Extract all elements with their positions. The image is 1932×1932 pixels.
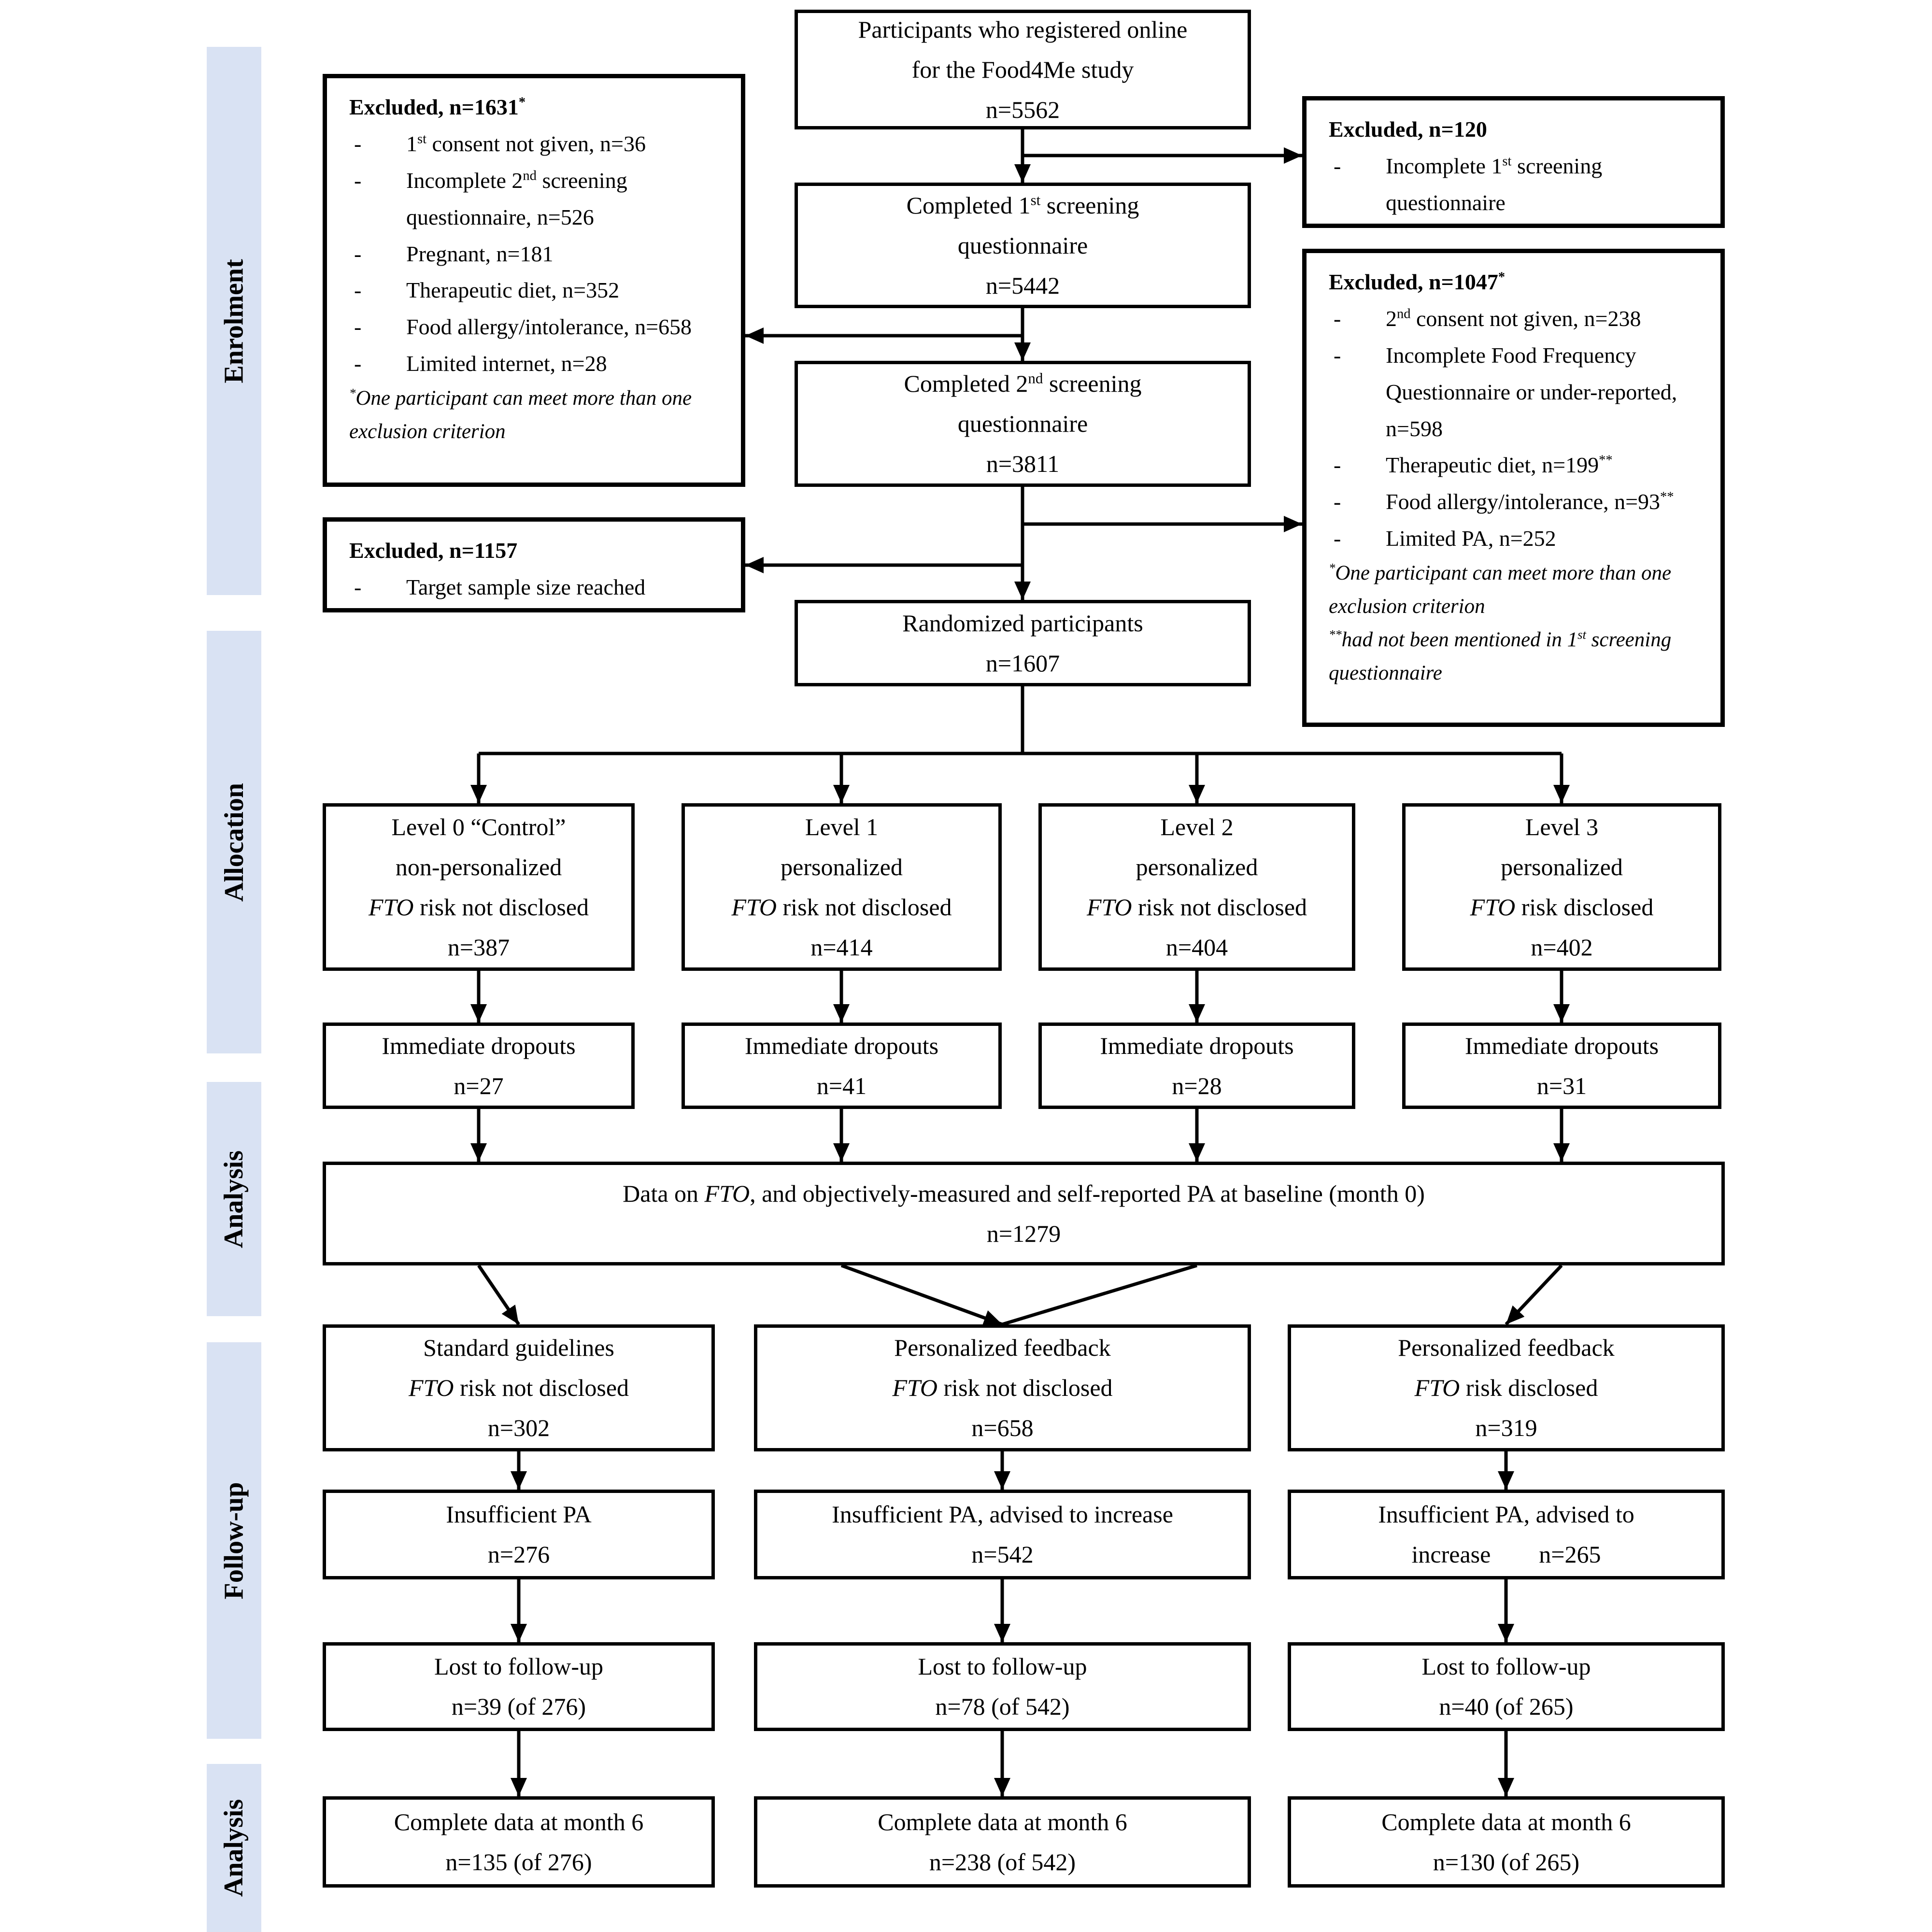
stage-label-enrolment: Enrolment xyxy=(219,258,249,384)
box-lost-followup-col3: Lost to follow-up n=40 (of 265) xyxy=(1288,1642,1725,1731)
stage-label-analysis-baseline: Analysis xyxy=(219,1150,249,1248)
box-lost-followup-col1: Lost to follow-up n=39 (of 276) xyxy=(323,1642,715,1731)
box-standard-guidelines: Standard guidelines FTO risk not disclosed n=302 xyxy=(323,1324,715,1451)
box-dropouts-level1: Immediate dropouts n=41 xyxy=(682,1023,1002,1109)
box-complete-month6-col3: Complete data at month 6 n=130 (of 265) xyxy=(1288,1796,1725,1888)
stage-label-allocation: Allocation xyxy=(219,782,249,902)
box-dropouts-level3: Immediate dropouts n=31 xyxy=(1402,1023,1721,1109)
box-insufficient-pa-col2: Insufficient PA, advised to increase n=542 xyxy=(754,1490,1251,1579)
box-level2-personalized: Level 2 personalized FTO risk not disclosed n=404 xyxy=(1038,803,1355,971)
box-personalized-feedback-not-disclosed: Personalized feedback FTO risk not disclosed n=658 xyxy=(754,1324,1251,1451)
box-completed-2nd-screening: Completed 2nd screening questionnaire n=3811 xyxy=(795,361,1251,487)
box-complete-month6-col1: Complete data at month 6 n=135 (of 276) xyxy=(323,1796,715,1888)
stage-band-followup xyxy=(207,1342,261,1739)
box-excluded-1157: Excluded, n=1157 - Target sample size reached xyxy=(323,517,745,612)
stage-band-analysis-month6 xyxy=(207,1764,261,1932)
box-lost-followup-col2: Lost to follow-up n=78 (of 542) xyxy=(754,1642,1251,1731)
box-dropouts-level2: Immediate dropouts n=28 xyxy=(1038,1023,1355,1109)
box-level1-personalized: Level 1 personalized FTO risk not disclosed n=414 xyxy=(682,803,1002,971)
stage-band-allocation xyxy=(207,631,261,1053)
box-randomized-participants: Randomized participants n=1607 xyxy=(795,600,1251,686)
box-insufficient-pa-col1: Insufficient PA n=276 xyxy=(323,1490,715,1579)
box-complete-month6-col2: Complete data at month 6 n=238 (of 542) xyxy=(754,1796,1251,1888)
box-excluded-1631: Excluded, n=1631* - 1st consent not given, n=36 - Incomplete 2nd screening questionnaire, n=526 - Pregnant, n=181 - Therapeutic diet, n=352 - Food allergy/intolerance, n=658 - Limited internet, n=28 *One participant can meet more than one exclusion criterion xyxy=(323,74,745,487)
stage-band-analysis-baseline xyxy=(207,1082,261,1316)
box-excluded-1047: Excluded, n=1047* - 2nd consent not given, n=238 - Incomplete Food Frequency Questionnaire or under-reported, n=598 - Therapeutic diet, n=199** - Food allergy/intolerance, n=93** - Limited PA, n=252 *One participant can meet more than one exclusion criterion **had not been mentioned in 1st screening questionnaire xyxy=(1302,249,1725,727)
stage-label-followup: Follow-up xyxy=(219,1482,249,1599)
box-level3-personalized: Level 3 personalized FTO risk disclosed n=402 xyxy=(1402,803,1721,971)
box-insufficient-pa-col3: Insufficient PA, advised to increase n=265 xyxy=(1288,1490,1725,1579)
box-participants-registered: Participants who registered online for the Food4Me study n=5562 xyxy=(795,10,1251,129)
box-excluded-120: Excluded, n=120 - Incomplete 1st screening questionnaire xyxy=(1302,96,1725,228)
box-level0-control: Level 0 “Control” non-personalized FTO risk not disclosed n=387 xyxy=(323,803,635,971)
box-baseline-data: Data on FTO, and objectively-measured and self-reported PA at baseline (month 0) n=1279 xyxy=(323,1162,1725,1265)
box-completed-1st-screening: Completed 1st screening questionnaire n=5442 xyxy=(795,183,1251,308)
stage-band-enrolment xyxy=(207,47,261,595)
box-personalized-feedback-disclosed: Personalized feedback FTO risk disclosed n=319 xyxy=(1288,1324,1725,1451)
stage-label-analysis-month6: Analysis xyxy=(219,1799,249,1897)
box-dropouts-level0: Immediate dropouts n=27 xyxy=(323,1023,635,1109)
